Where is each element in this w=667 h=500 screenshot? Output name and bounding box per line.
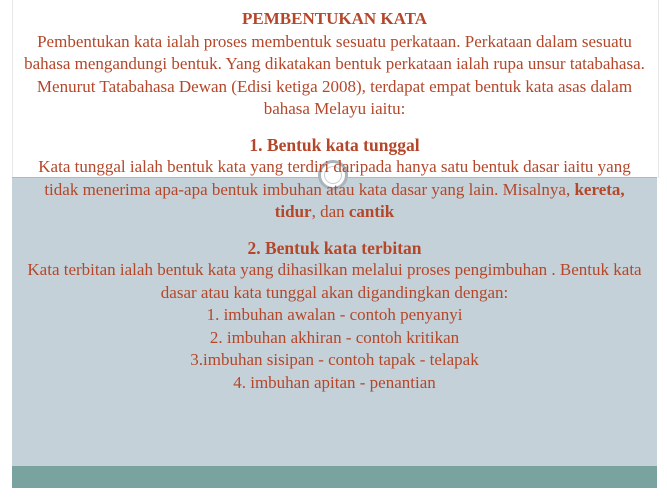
section2-paragraph: Kata terbitan ialah bentuk kata yang dihasilkan melalui proses pengimbuhan . Bentuk kata dasar atau kata tunggal akan digandingkan dengan: — [27, 260, 642, 302]
footer-band — [12, 466, 657, 488]
list-item: 1. imbuhan awalan - contoh penyanyi — [206, 305, 463, 324]
section1-example-1: kereta, tidur — [274, 179, 625, 221]
section2-heading: 2. Bentuk kata terbitan — [247, 237, 422, 258]
slide-content — [22, 8, 647, 394]
intro-paragraph: Pembentukan kata ialah proses membentuk sesuatu perkataan. Perkataan dalam sesuatu bahasa mengandungi bentuk. Yang dikatakan bentuk perkataan ialah rupa unsur tatabahasa. Menurut Tatabahasa Dewan (Edisi ketiga 2008), terdapat empat bentuk kata asas dalam bahasa Melayu iaitu: — [24, 31, 645, 118]
section1-heading: 1. Bentuk kata tunggal — [249, 134, 420, 155]
slide-title: PEMBENTUKAN KATA — [242, 9, 427, 28]
section1-text-between: , dan — [311, 202, 349, 221]
section1-example-2: cantik — [348, 202, 395, 221]
section1-paragraph — [22, 156, 647, 224]
list-item: 4. imbuhan apitan - penantian — [233, 372, 436, 392]
list-item: 2. imbuhan akhiran - contoh kritikan — [209, 327, 460, 347]
section1-text: Kata tunggal ialah bentuk kata yang terdiri daripada hanya satu bentuk dasar iaitu yang tidak menerima apa-apa bentuk imbuhan atau kata dasar yang lain. Misalnya, — [38, 157, 631, 199]
list-item: 3.imbuhan sisipan - contoh tapak - telapak — [190, 350, 479, 369]
